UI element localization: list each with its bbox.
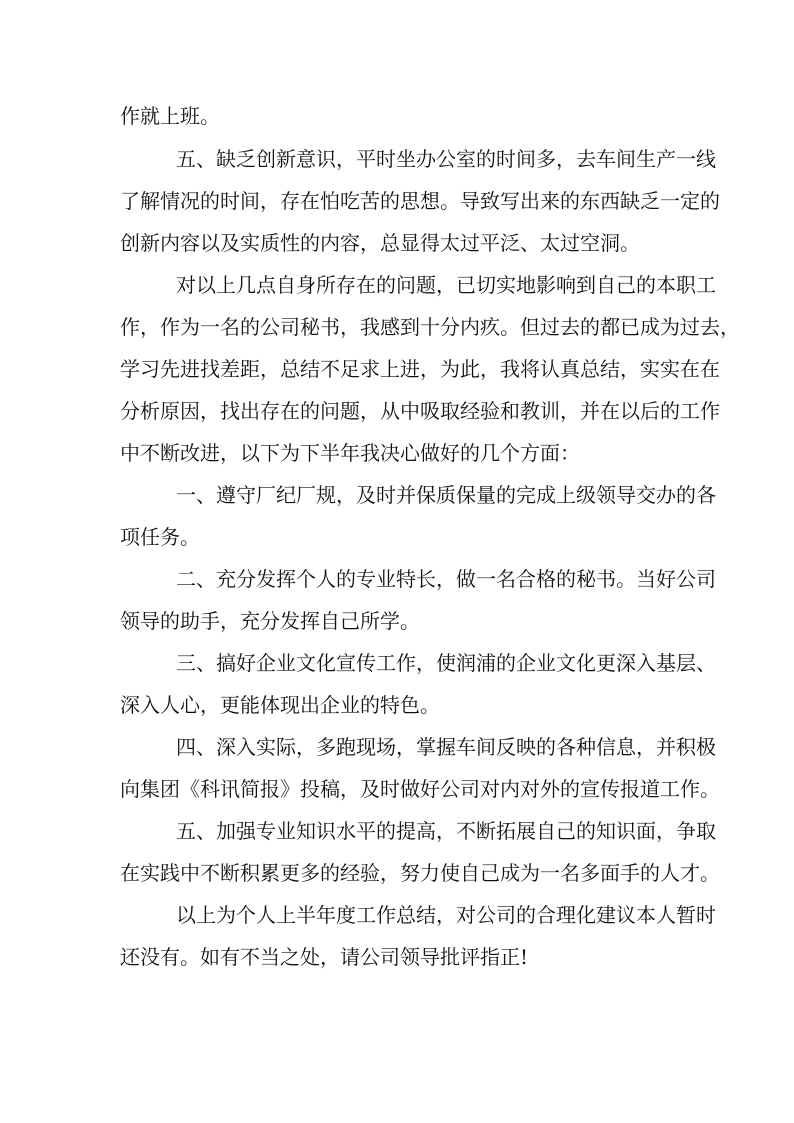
text-line: 了解情况的时间，存在怕吃苦的思想。导致写出来的东西缺乏一定的: [120, 189, 720, 213]
text-line: 项任务。: [120, 525, 200, 549]
text-line: 在实践中不断积累更多的经验，努力使自己成为一名多面手的人才。: [120, 861, 720, 885]
text-line: 学习先进找差距，总结不足求上进，为此，我将认真总结，实实在在: [120, 357, 720, 381]
text-line: 以上为个人上半年度工作总结，对公司的合理化建议本人暂时: [176, 903, 716, 927]
text-line: 一、遵守厂纪厂规，及时并保质保量的完成上级领导交办的各: [176, 483, 716, 507]
text-line: 领导的助手，充分发挥自己所学。: [120, 609, 420, 633]
text-line: 五、加强专业知识水平的提高，不断拓展自己的知识面，争取: [176, 819, 716, 843]
text-line: 分析原因，找出存在的问题，从中吸取经验和教训，并在以后的工作: [120, 399, 720, 423]
text-line: 作，作为一名的公司秘书，我感到十分内疚。但过去的都已成为过去，: [120, 315, 740, 339]
text-line: 还没有。如有不当之处，请公司领导批评指正!: [120, 945, 529, 969]
text-line: 深入人心，更能体现出企业的特色。: [120, 693, 440, 717]
text-line: 三、搞好企业文化宣传工作，使润浦的企业文化更深入基层、: [176, 651, 716, 675]
text-line: 对以上几点自身所存在的问题，已切实地影响到自己的本职工: [176, 273, 716, 297]
text-line: 作就上班。: [120, 104, 220, 128]
text-line: 二、充分发挥个人的专业特长，做一名合格的秘书。当好公司: [176, 567, 716, 591]
text-line: 五、缺乏创新意识，平时坐办公室的时间多，去车间生产一线: [176, 147, 716, 171]
text-line: 创新内容以及实质性的内容，总显得太过平泛、太过空洞。: [120, 231, 640, 255]
text-line: 中不断改进，以下为下半年我决心做好的几个方面：: [120, 441, 580, 465]
text-line: 向集团《科讯简报》投稿，及时做好公司对内对外的宣传报道工作。: [120, 777, 720, 801]
text-line: 四、深入实际，多跑现场，掌握车间反映的各种信息，并积极: [176, 735, 716, 759]
